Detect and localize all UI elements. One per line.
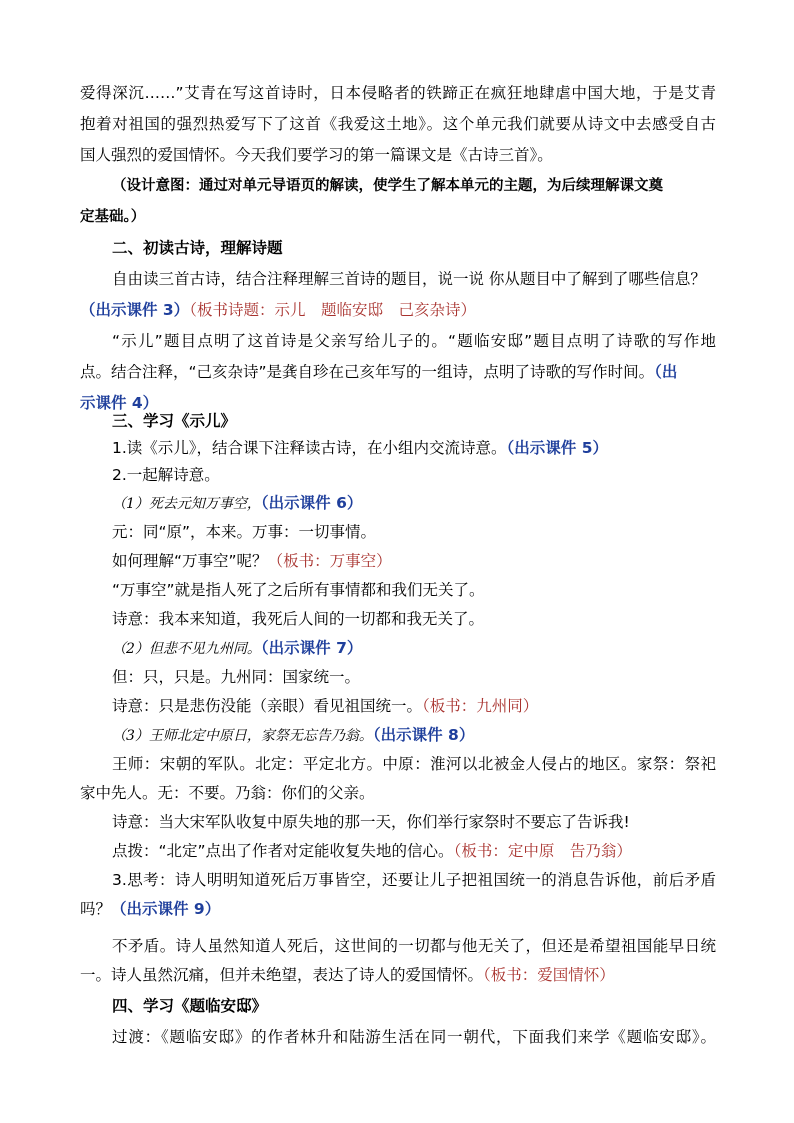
- section-heading: 四、学习《题临安邸》: [112, 997, 268, 1015]
- paragraph-line: 自由读三首古诗，结合注释理解三首诗的题目，说一说 你从题目中了解到了哪些信息？: [112, 270, 706, 288]
- design-note: （设计意图：通过对单元导语页的解读，使学生了解本单元的主题，为后续理解课文奠: [112, 177, 663, 194]
- courseware-ref: （出示课件 7）: [260, 639, 363, 657]
- section-heading: 二、初读古诗，理解诗题: [112, 239, 283, 257]
- paragraph-line: 一。诗人虽然沉痛，但并未绝望，表达了诗人的爱国情怀。（板书：爱国情怀）: [80, 966, 615, 984]
- board-note: （板书：万事空）: [267, 552, 392, 570]
- paragraph-line: 点拨：“北定”点出了作者对定能收复失地的信心。（板书：定中原 告乃翁）: [112, 842, 632, 860]
- paragraph-line: 元：同“原”，本来。万事：一切事情。: [112, 523, 377, 541]
- paragraph-line: 不矛盾。诗人虽然知道人死后，这世间的一切都与他无关了，但还是希望祖国能早日统: [112, 937, 716, 955]
- poem-line: （2）但悲不见九州同。（出示课件 7）: [112, 639, 363, 657]
- paragraph-line: 家中先人。无：不要。乃翁：你们的父亲。: [80, 784, 375, 802]
- design-note: 定基础。）: [80, 208, 146, 225]
- paragraph-line: 1.读《示儿》，结合课下注释读古诗，在小组内交流诗意。（出示课件 5）: [112, 439, 608, 457]
- board-note: （板书：九州同）: [422, 697, 539, 715]
- paragraph-line: 诗意：只是悲伤没能（亲眼）看见祖国统一。（板书：九州同）: [112, 697, 539, 715]
- paragraph-line: 诗意：我本来知道，我死后人间的一切都和我无关了。: [112, 610, 485, 628]
- paragraph-line: 点。结合注释，“己亥杂诗”是龚自珍在己亥年写的一组诗，点明了诗歌的写作时间。（出: [80, 363, 678, 381]
- board-note: （板书诗题：示儿 题临安邸 己亥杂诗）: [189, 301, 476, 319]
- paragraph-line: 过渡：《题临安邸》的作者林升和陆游生活在同一朝代，下面我们来学《题临安邸》。: [112, 1028, 716, 1046]
- courseware-ref: 示课件 4）: [80, 394, 159, 412]
- paragraph-line: 爱得深沉……”艾青在写这首诗时，日本侵略者的铁蹄正在疯狂地肆虐中国大地，于是艾青: [80, 84, 716, 102]
- paragraph-line: “万事空”就是指人死了之后所有事情都和我们无关了。: [112, 581, 485, 599]
- board-note: （板书：爱国情怀）: [483, 966, 615, 984]
- poem-line: （3）王师北定中原日，家祭无忘告乃翁。（出示课件 8）: [112, 726, 475, 744]
- paragraph-line: 3.思考：诗人明明知道死后万事皆空，还要让儿子把祖国统一的消息告诉他，前后矛盾: [112, 871, 716, 889]
- paragraph-line: 但：只，只是。九州同：国家统一。: [112, 668, 361, 686]
- poem-line: （1）死去元知万事空，（出示课件 6）: [112, 494, 363, 512]
- courseware-ref: （出: [654, 363, 678, 381]
- paragraph-line: 诗意：当大宋军队收复中原失地的那一天，你们举行家祭时不要忘了告诉我!: [112, 813, 630, 831]
- courseware-ref: （出示课件 5）: [506, 439, 608, 457]
- paragraph-line: 2.一起解诗意。: [112, 466, 220, 484]
- board-note: （板书：定中原 告乃翁）: [453, 842, 632, 860]
- paragraph-line: 吗？（出示课件 9）: [80, 900, 221, 918]
- courseware-ref: （出示课件 6）: [260, 494, 363, 512]
- paragraph-line: [80, 300, 476, 320]
- paragraph-line: “示儿”题目点明了这首诗是父亲写给儿子的。“题临安邸”题目点明了诗歌的写作地: [112, 332, 716, 350]
- paragraph-line: 国人强烈的爱国情怀。今天我们要学习的第一篇课文是《古诗三首》。: [80, 146, 553, 164]
- courseware-ref: （出示课件 3）: [80, 301, 190, 319]
- courseware-ref: （出示课件 8）: [372, 726, 475, 744]
- paragraph-line: 抱着对祖国的强烈热爱写下了这首《我爱这土地》。这个单元我们就要从诗文中去感受自古: [80, 115, 716, 133]
- paragraph-line: 王师：宋朝的军队。北定：平定北方。中原：淮河以北被金人侵占的地区。家祭：祭祀: [112, 755, 716, 773]
- section-heading: 三、学习《示儿》: [112, 412, 237, 430]
- courseware-ref: （出示课件 9）: [111, 900, 221, 918]
- paragraph-line: [80, 393, 158, 413]
- paragraph-line: 如何理解“万事空”呢？（板书：万事空）: [112, 552, 392, 570]
